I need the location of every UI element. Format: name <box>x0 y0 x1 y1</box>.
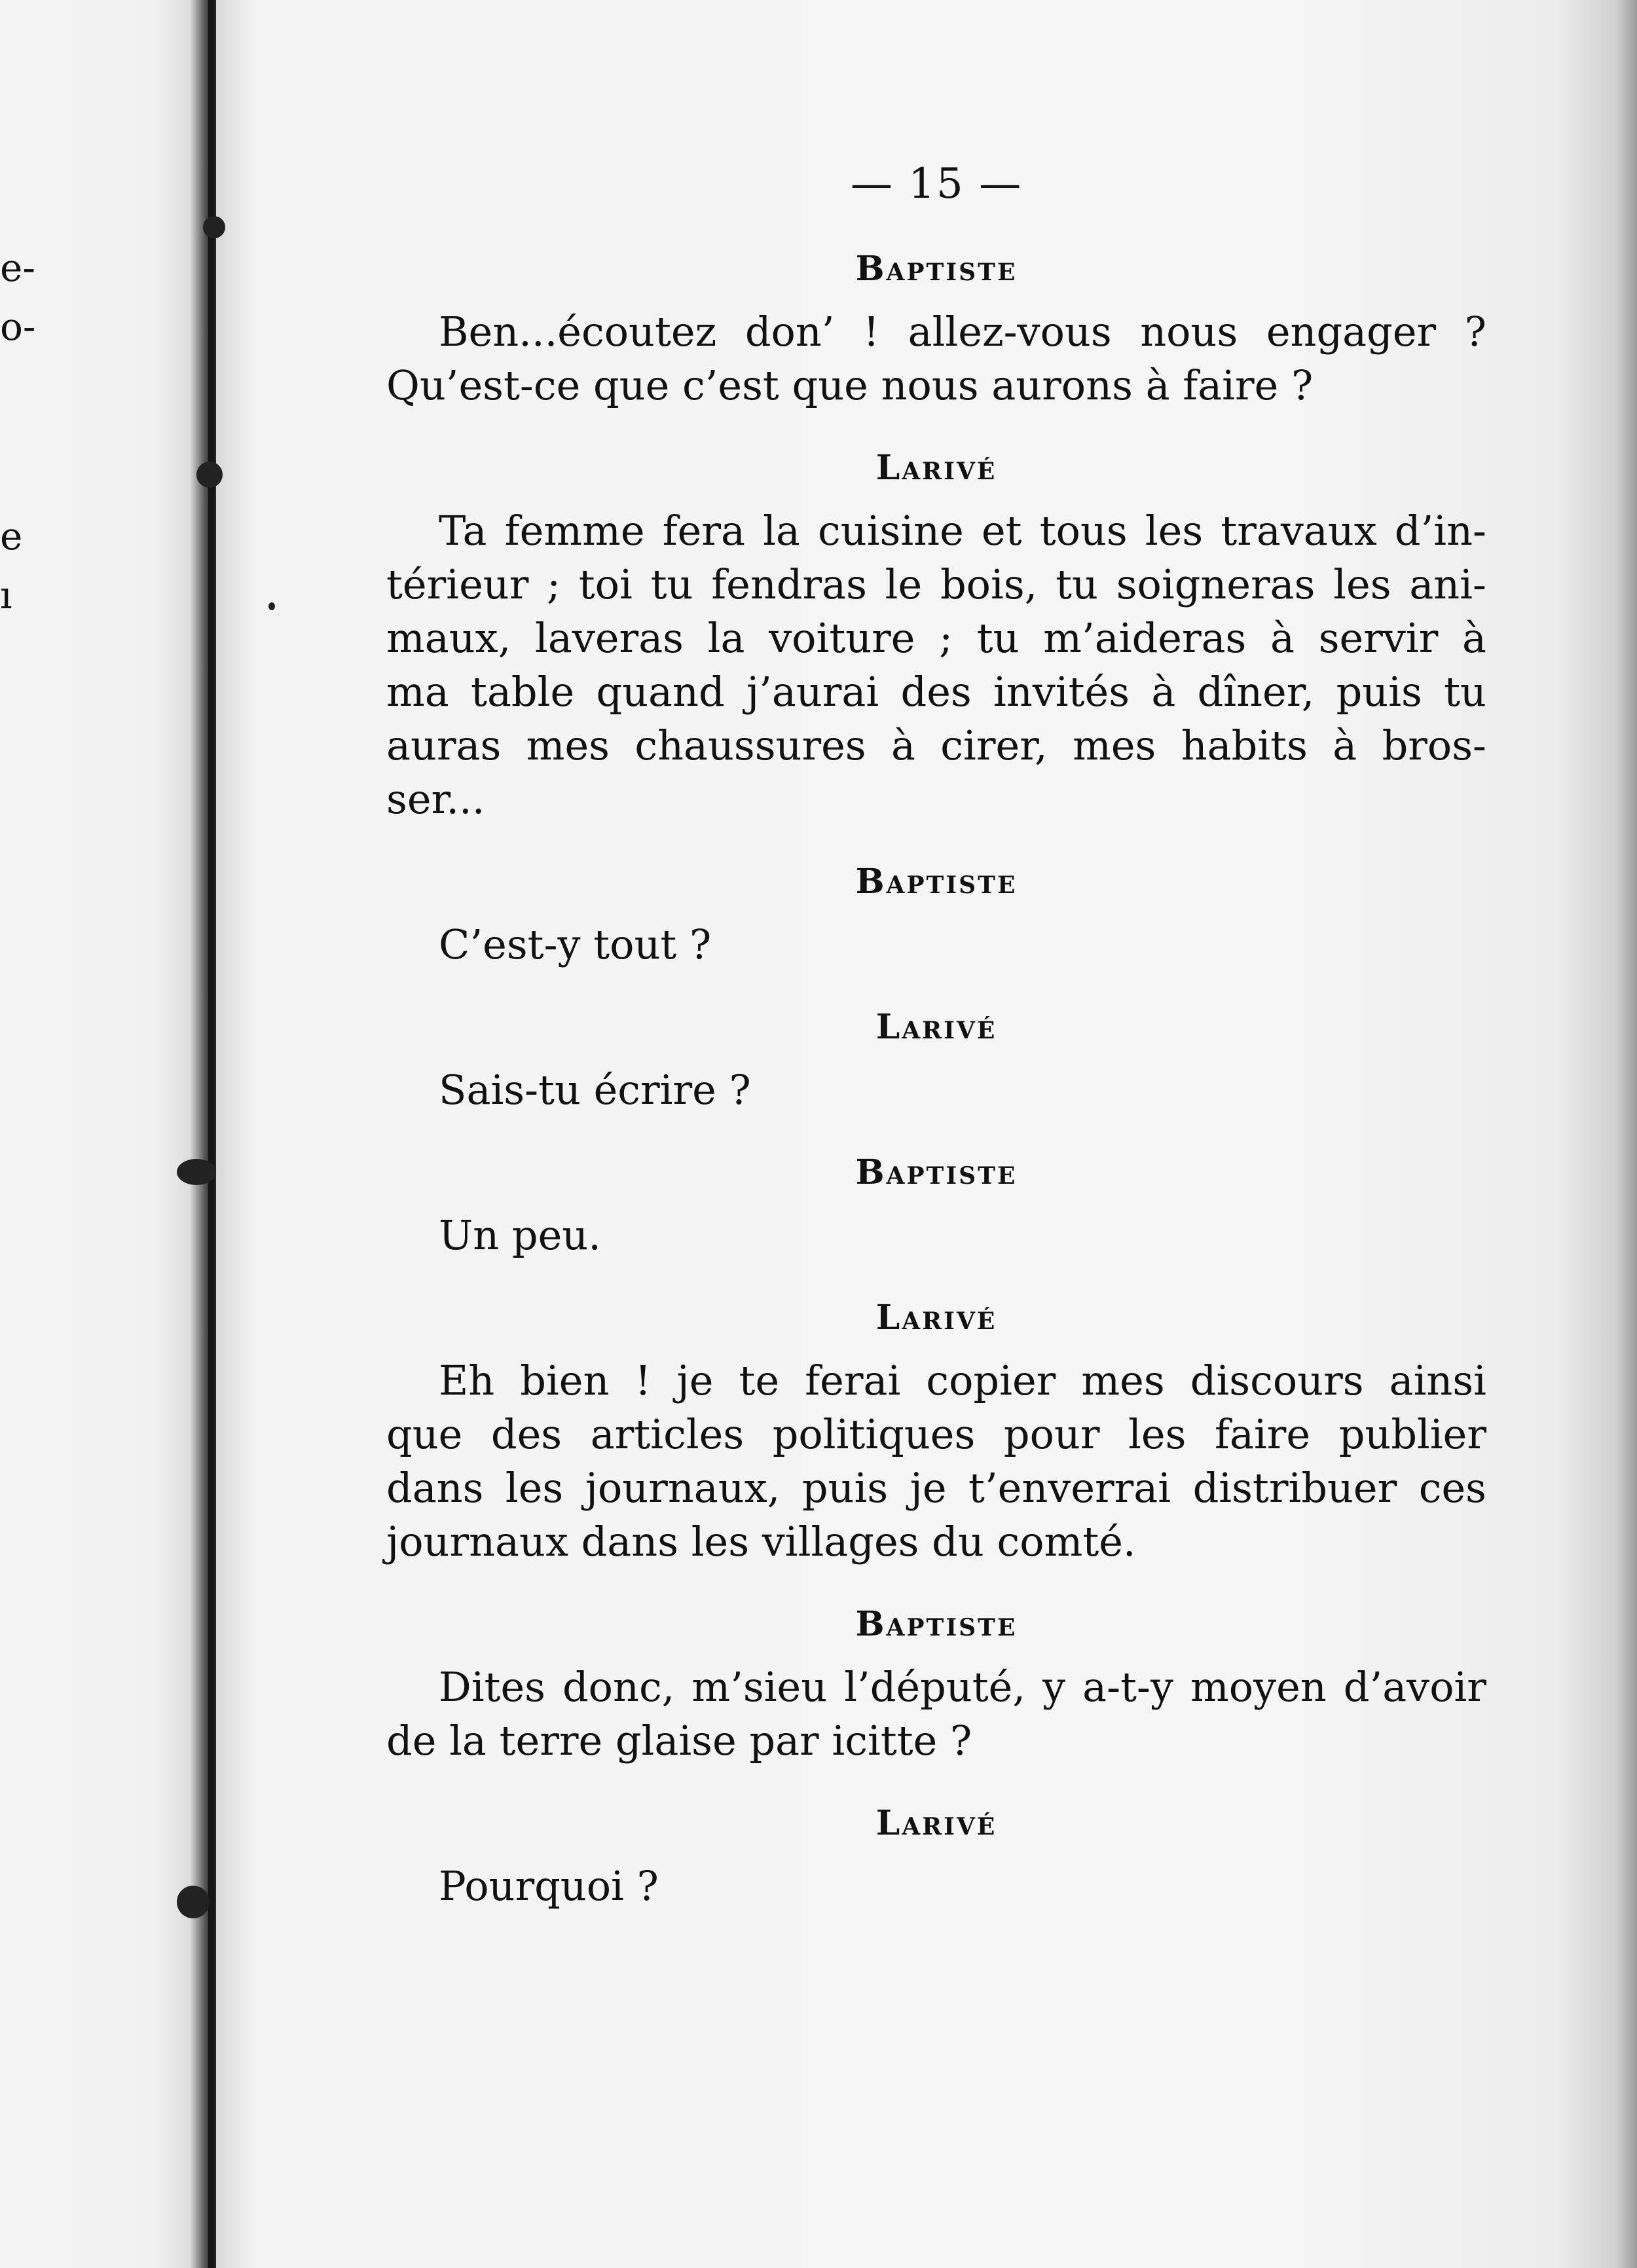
speech-line: Sais-tu écrire ? <box>439 1066 751 1114</box>
page-content <box>386 157 1486 1942</box>
binding-hole <box>177 1159 216 1185</box>
speech-line: Ta femme fera la cuisine et tous les travaux d’in- <box>439 507 1486 555</box>
speech-block <box>386 918 1486 972</box>
binding-hole <box>203 216 225 238</box>
speech-line: auras mes chaussures à cirer, mes habits à bros- <box>386 722 1486 769</box>
edge-fragment: e- <box>0 246 35 290</box>
speaker-name: Larivé <box>875 1803 997 1843</box>
speaker-name: Larivé <box>875 1298 997 1338</box>
speech-block <box>386 305 1486 412</box>
ink-speck <box>268 602 275 610</box>
speech-block <box>386 1209 1486 1262</box>
edge-fragment: e <box>0 514 23 558</box>
speech-line: térieur ; toi tu fendras le bois, tu soigneras les ani- <box>386 560 1486 608</box>
speech-line: que des articles politiques pour les faire publier <box>386 1410 1486 1458</box>
speaker-name: Larivé <box>875 1007 997 1047</box>
speech-line: dans les journaux, puis je t’enverrai distribuer ces <box>386 1464 1486 1512</box>
speech-block <box>386 1660 1486 1768</box>
speech-block <box>386 1859 1486 1913</box>
speech-line: journaux dans les villages du comté. <box>386 1518 1136 1565</box>
speech-line: C’est-y tout ? <box>439 921 712 968</box>
speech-line: Dites donc, m’sieu l’député, y a-t-y moyen d’avoir <box>439 1663 1486 1711</box>
gutter-binding <box>208 0 214 2268</box>
dialogue <box>386 242 1486 1913</box>
speaker-name: Baptiste <box>855 1604 1018 1644</box>
speech-line: Eh bien ! je te ferai copier mes discours ainsi <box>439 1357 1486 1404</box>
speech-block <box>386 504 1486 826</box>
speech-line: Qu’est-ce que c’est que nous aurons à faire ? <box>386 361 1314 409</box>
speech-line: maux, laveras la voiture ; tu m’aideras à servir à <box>386 614 1486 662</box>
speech-line: ma table quand j’aurai des invités à dîner, puis tu <box>386 668 1486 716</box>
speaker-name: Baptiste <box>855 1152 1018 1192</box>
speech-block <box>386 1063 1486 1117</box>
speech-line: de la terre glaise par icitte ? <box>386 1717 972 1765</box>
binding-hole <box>196 462 223 488</box>
speech-block <box>386 1354 1486 1569</box>
speech-line: ser... <box>386 775 485 823</box>
speech-line: Pourquoi ? <box>439 1862 659 1910</box>
binding-hole <box>177 1886 210 1918</box>
previous-page-edge <box>0 0 39 2268</box>
page-number: — 15 — <box>850 160 1023 208</box>
speaker-name: Baptiste <box>855 249 1018 289</box>
speech-line: Ben...écoutez don’ ! allez-vous nous engager ? <box>439 308 1486 356</box>
speaker-name: Baptiste <box>855 862 1018 902</box>
edge-fragment: ı <box>0 573 12 617</box>
speech-line: Un peu. <box>439 1211 601 1259</box>
edge-fragment: o- <box>0 304 36 349</box>
speaker-name: Larivé <box>875 448 997 488</box>
